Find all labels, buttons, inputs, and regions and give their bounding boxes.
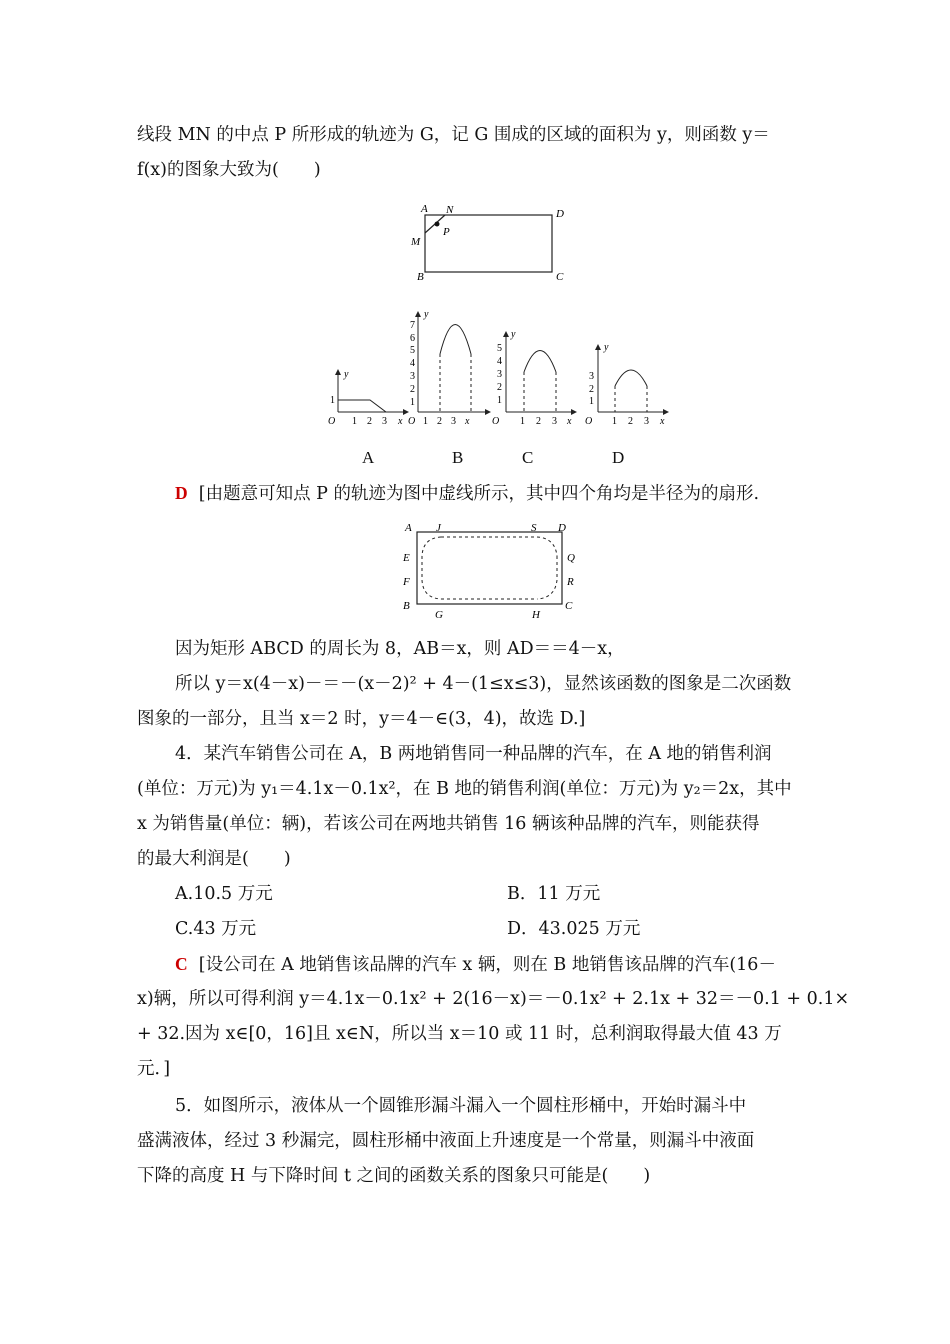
svg-text:E: E (403, 552, 410, 564)
svg-text:3: 3 (589, 371, 594, 382)
svg-text:3: 3 (451, 416, 456, 427)
svg-text:1: 1 (352, 416, 357, 427)
q3-text-line2: f(x)的图象大致为( ) (137, 160, 321, 180)
sol3-line1: D [由题意可知点 P 的轨迹为图中虚线所示，其中四个角均是半径为的扇形. (175, 483, 760, 504)
svg-text:y: y (511, 329, 516, 340)
q4-line3: x 为销售量(单位：辆)，若该公司在两地共销售 16 辆该种品牌的汽车，则能获得 (137, 814, 760, 834)
svg-text:5: 5 (410, 345, 415, 356)
sol4-answer: C (175, 954, 188, 974)
svg-text:1: 1 (520, 416, 525, 427)
svg-text:2: 2 (410, 384, 415, 395)
svg-text:3: 3 (497, 369, 502, 380)
svg-text:A: A (405, 522, 412, 534)
label-B: B (417, 271, 424, 283)
svg-text:2: 2 (437, 416, 442, 427)
svg-text:3: 3 (382, 416, 387, 427)
solution-figure (395, 518, 585, 628)
svg-text:F: F (403, 576, 410, 588)
svg-text:y: y (344, 369, 349, 380)
svg-text:H: H (532, 609, 540, 621)
svg-text:y: y (424, 309, 429, 320)
q5-line3: 下降的高度 H 与下降时间 t 之间的函数关系的图象只可能是( ) (137, 1166, 651, 1186)
svg-text:1: 1 (423, 416, 428, 427)
q5-line1: 5．如图所示，液体从一个圆锥形漏斗漏入一个圆柱形桶中，开始时漏斗中 (175, 1096, 747, 1116)
svg-text:2: 2 (367, 416, 372, 427)
svg-text:1: 1 (330, 395, 335, 406)
graph-label-D: D (612, 448, 625, 467)
svg-text:C: C (565, 600, 573, 612)
svg-text:G: G (435, 609, 443, 621)
svg-text:x: x (567, 416, 572, 427)
q4-line1: 4．某汽车销售公司在 A，B 两地销售同一种品牌的汽车，在 A 地的销售利润 (175, 744, 772, 764)
svg-text:S: S (531, 522, 537, 534)
q4-option-C: C.43 万元 (175, 919, 257, 939)
q4-option-A: A.10.5 万元 (175, 884, 273, 904)
svg-text:2: 2 (589, 384, 594, 395)
svg-text:x: x (465, 416, 470, 427)
graphs-figure (320, 300, 680, 432)
q5-line2: 盛满液体，经过 3 秒漏完，圆柱形桶中液面上升速度是一个常量，则漏斗中液面 (137, 1131, 755, 1151)
svg-text:1: 1 (589, 396, 594, 407)
svg-text:1: 1 (410, 397, 415, 408)
sol3-answer: D (175, 483, 188, 503)
label-C: C (556, 271, 564, 283)
graph-label-B: B (452, 448, 464, 467)
graph-label-A: A (362, 448, 375, 467)
svg-text:6: 6 (410, 333, 415, 344)
q4-option-B: B．11 万元 (507, 884, 601, 904)
svg-text:x: x (660, 416, 665, 427)
svg-text:1: 1 (497, 395, 502, 406)
svg-text:B: B (403, 600, 410, 612)
svg-text:O: O (492, 416, 500, 427)
svg-text:5: 5 (497, 343, 502, 354)
svg-text:4: 4 (497, 356, 502, 367)
svg-text:4: 4 (410, 358, 415, 369)
svg-text:3: 3 (644, 416, 649, 427)
label-P: P (443, 226, 450, 238)
label-N: N (446, 204, 454, 216)
svg-text:O: O (328, 416, 336, 427)
sol4-line3: + 32.因为 x∈[0，16]且 x∈N，所以当 x＝10 或 11 时，总利润取得最大值 43 万 (137, 1024, 782, 1044)
sol4-line4: 元．] (137, 1059, 171, 1079)
label-D: D (556, 208, 564, 220)
svg-text:O: O (408, 416, 416, 427)
sol4-line1: C [设公司在 A 地销售该品牌的汽车 x 辆，则在 B 地销售该品牌的汽车(16－ (175, 954, 776, 975)
svg-text:y: y (604, 342, 609, 353)
svg-text:R: R (567, 576, 574, 588)
svg-text:2: 2 (628, 416, 633, 427)
svg-text:3: 3 (552, 416, 557, 427)
q4-line4: 的最大利润是( ) (137, 849, 291, 869)
svg-text:D: D (558, 522, 566, 534)
sol4-line2: x)辆，所以可得利润 y＝4.1x－0.1x² + 2(16－x)＝－0.1x² + 2.1x + 32＝－0.1 + 0.1× (137, 989, 850, 1009)
sol3-line2: 因为矩形 ABCD 的周长为 8，AB＝x，则 AD＝＝4－x， (175, 639, 625, 659)
label-A: A (421, 203, 428, 215)
q4-option-D: D．43.025 万元 (507, 919, 641, 939)
q4-line2: (单位：万元)为 y₁＝4.1x－0.1x²，在 B 地的销售利润(单位：万元)为 y₂＝2x，其中 (137, 779, 792, 799)
svg-text:x: x (398, 416, 403, 427)
sol3-line4: 图象的一部分，且当 x＝2 时，y＝4－∈(3，4)，故选 D.] (137, 709, 586, 729)
svg-text:Q: Q (567, 552, 575, 564)
sol3-line3: 所以 y＝x(4－x)－＝－(x－2)² + 4－(1≤x≤3)，显然该函数的图象是二次函数 (175, 674, 792, 694)
graph-label-C: C (522, 448, 534, 467)
svg-text:J: J (436, 522, 441, 534)
svg-text:1: 1 (612, 416, 617, 427)
svg-text:2: 2 (497, 382, 502, 393)
svg-text:2: 2 (536, 416, 541, 427)
rectangle-figure (405, 200, 575, 285)
svg-text:3: 3 (410, 371, 415, 382)
svg-text:7: 7 (410, 320, 415, 331)
q3-text-line1: 线段 MN 的中点 P 所形成的轨迹为 G，记 G 围成的区域的面积为 y，则函数 y＝ (137, 125, 770, 145)
svg-text:O: O (585, 416, 593, 427)
label-M: M (411, 236, 421, 248)
